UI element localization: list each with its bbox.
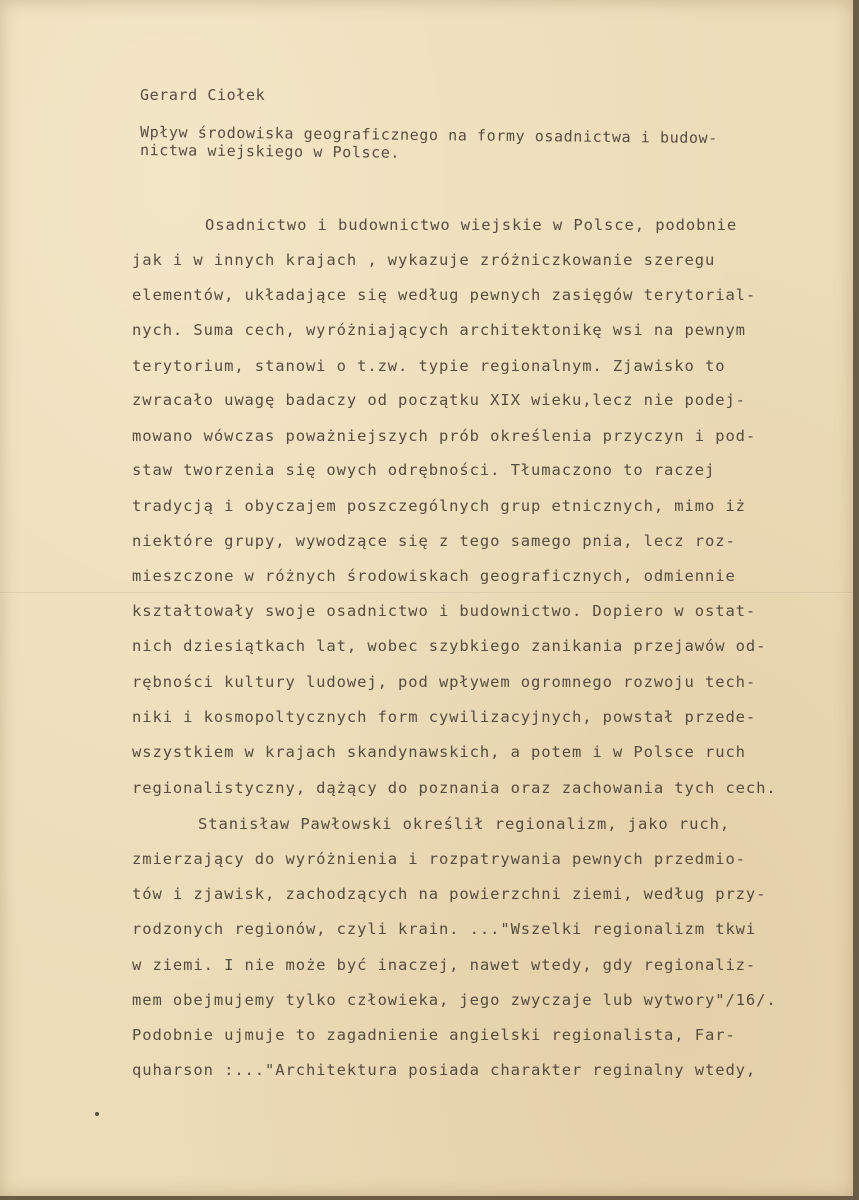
body-line: nich dziesiątkach lat, wobec szybkiego zanikania przejawów od- (132, 637, 767, 655)
body-line: tradycją i obyczajem poszczególnych grup etnicznych, mimo iż (132, 497, 746, 515)
body-line: zmierzający do wyróżnienia i rozpatrywania pewnych przedmio- (132, 850, 746, 868)
title-line-2: nictwa wiejskiego w Polsce. (139, 141, 401, 162)
body-line: rębności kultury ludowej, pod wpływem ogromnego rozwoju tech- (132, 673, 757, 691)
ink-speck (95, 1112, 99, 1116)
body-line: Osadnictwo i budownictwo wiejskie w Polsce, podobnie (205, 216, 738, 234)
body-line: nych. Suma cech, wyróżniających architektonikę wsi na pewnym (132, 321, 746, 339)
body-line: Stanisław Pawłowski określił regionalizm, jako ruch, (198, 815, 731, 833)
body-line: wszystkiem w krajach skandynawskich, a potem i w Polsce ruch (132, 743, 746, 761)
scan-border-right (853, 0, 859, 1200)
body-line: Podobnie ujmuje to zagadnienie angielski regionalista, Far- (132, 1026, 736, 1044)
title-line-1: Wpływ środowiska geograficznego na formy osadnictwa i budow- (139, 123, 718, 148)
body-line: niektóre grupy, wywodzące się z tego samego pnia, lecz roz- (132, 532, 736, 550)
body-line: kształtowały swoje osadnictwo i budownictwo. Dopiero w ostat- (132, 602, 757, 620)
body-line: regionalistyczny, dążący do poznania oraz zachowania tych cech. (132, 779, 777, 797)
page-fold-crease (0, 592, 853, 594)
body-line: quharson :..."Architektura posiada charakter reginalny wtedy, (132, 1061, 757, 1079)
body-line: rodzonych regionów, czyli krain. ..."Wszelki regionalizm tkwi (132, 920, 757, 938)
body-line: elementów, układające się według pewnych zasięgów terytorial- (132, 286, 757, 304)
author-name: Gerard Ciołek (140, 86, 266, 104)
body-line: tów i zjawisk, zachodzących na powierzchni ziemi, według przy- (132, 885, 767, 903)
body-line: zwracało uwagę badaczy od początku XIX wieku,lecz nie podej- (132, 391, 746, 409)
body-line: mem obejmujemy tylko człowieka, jego zwyczaje lub wytwory"/16/. (132, 991, 777, 1009)
body-line: mowano wówczas poważniejszych prób określenia przyczyn i pod- (132, 427, 757, 445)
body-line: terytorium, stanowi o t.zw. typie regionalnym. Zjawisko to (132, 357, 726, 375)
body-line: jak i w innych krajach , wykazuje zróżniczkowanie szeregu (132, 251, 716, 269)
body-line: mieszczone w różnych środowiskach geograficznych, odmiennie (132, 567, 736, 585)
body-line: niki i kosmopoltycznych form cywilizacyjnych, powstał przede- (132, 708, 757, 726)
scan-border-bottom (0, 1196, 859, 1200)
body-line: staw tworzenia się owych odrębności. Tłumaczono to raczej (132, 461, 716, 479)
body-line: w ziemi. I nie może być inaczej, nawet wtedy, gdy regionaliz- (132, 956, 757, 974)
